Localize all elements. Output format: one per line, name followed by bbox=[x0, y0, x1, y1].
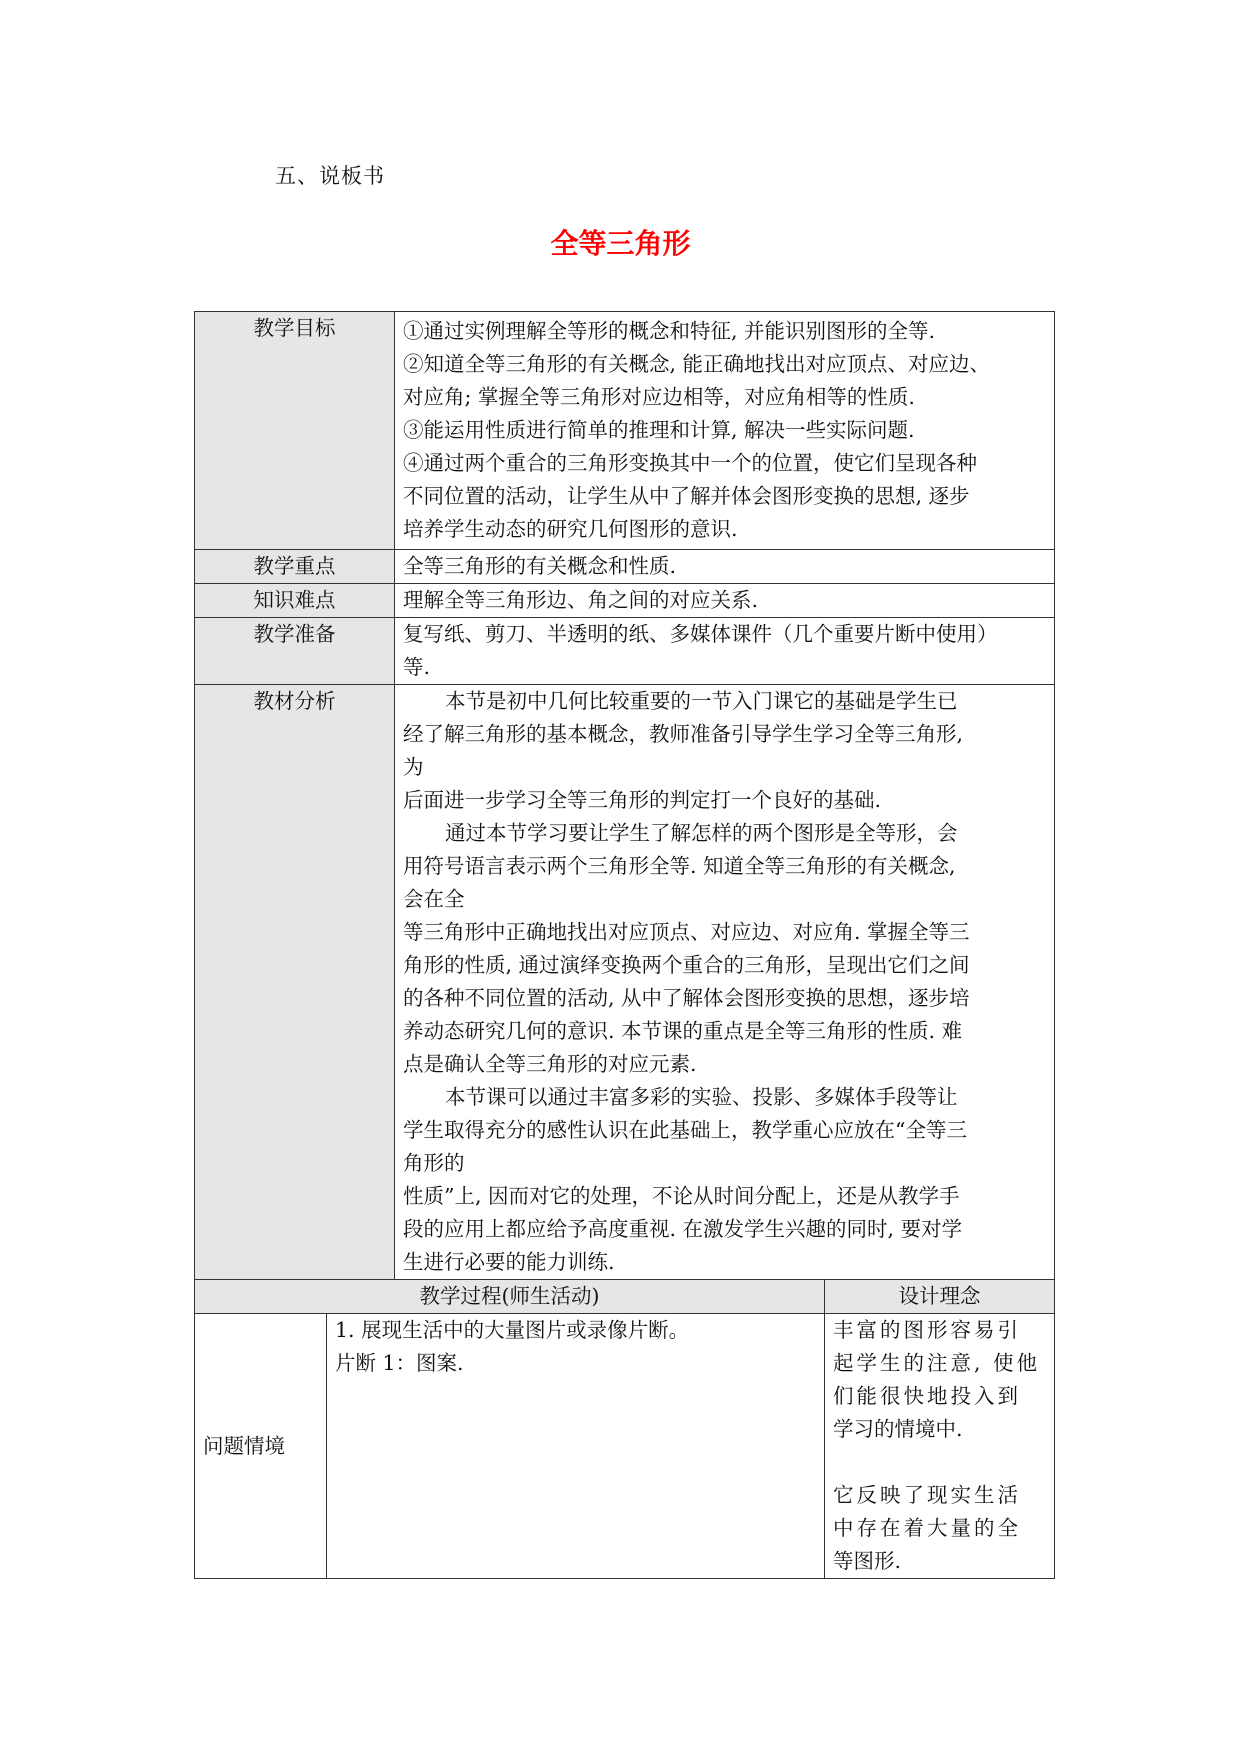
analysis-content bbox=[395, 685, 1055, 1280]
objective-line: ①通过实例理解全等形的概念和特征, 并能识别图形的全等. bbox=[403, 319, 936, 343]
design-spacer bbox=[833, 1446, 1046, 1479]
objectives-row bbox=[195, 312, 1055, 550]
difficulties-label: 知识难点 bbox=[195, 584, 395, 618]
preparation-line: 等. bbox=[403, 655, 431, 679]
objective-line: 不同位置的活动，让学生从中了解并体会图形变换的思想, 逐步 bbox=[403, 484, 970, 508]
analysis-line: 生进行必要的能力训练. bbox=[403, 1250, 615, 1274]
analysis-line: 会在全 bbox=[403, 887, 465, 911]
preparation-line: 复写纸、剪刀、半透明的纸、多媒体课件（几个重要片断中使用） bbox=[403, 622, 998, 646]
section-heading: 五、说板书 bbox=[275, 164, 385, 188]
preparation-content bbox=[395, 618, 1055, 685]
objective-line: ②知道全等三角形的有关概念, 能正确地找出对应顶点、对应边、 bbox=[403, 352, 991, 376]
analysis-line: 经了解三角形的基本概念，教师准备引导学生学习全等三角形, bbox=[403, 722, 964, 746]
objectives-content bbox=[395, 312, 1055, 550]
analysis-line: 学生取得充分的感性认识在此基础上，教学重心应放在“全等三 bbox=[403, 1118, 967, 1142]
problem-situation-row bbox=[195, 1314, 1055, 1579]
design-line: 们能很快地投入到 bbox=[833, 1384, 1021, 1408]
problem-situation-activity bbox=[327, 1314, 825, 1579]
key-points-row bbox=[195, 550, 1055, 584]
activity-line: 1. 展现生活中的大量图片或录像片断。 bbox=[335, 1318, 690, 1342]
key-points-content bbox=[395, 550, 1055, 584]
difficulties-content bbox=[395, 584, 1055, 618]
activity-line: 片断 1：图案. bbox=[335, 1351, 464, 1375]
process-activity-header: 教学过程(师生活动) bbox=[195, 1280, 825, 1314]
analysis-row bbox=[195, 685, 1055, 1280]
design-line: 它反映了现实生活 bbox=[833, 1483, 1021, 1507]
objectives-label: 教学目标 bbox=[195, 312, 395, 550]
problem-situation-design bbox=[825, 1314, 1055, 1579]
design-concept-header: 设计理念 bbox=[825, 1280, 1055, 1314]
difficulties-text: 理解全等三角形边、角之间的对应关系. bbox=[403, 588, 759, 612]
analysis-line: 本节课可以通过丰富多彩的实验、投影、多媒体手段等让 bbox=[445, 1085, 958, 1109]
design-line: 丰富的图形容易引 bbox=[833, 1318, 1021, 1342]
objective-line: 对应角; 掌握全等三角形对应边相等，对应角相等的性质. bbox=[403, 385, 915, 409]
key-points-text: 全等三角形的有关概念和性质. bbox=[403, 554, 677, 578]
design-line: 等图形. bbox=[833, 1549, 902, 1573]
analysis-line: 性质”上, 因而对它的处理，不论从时间分配上，还是从教学手 bbox=[403, 1184, 960, 1208]
lesson-plan-table bbox=[194, 311, 1055, 1579]
analysis-line: 点是确认全等三角形的对应元素. bbox=[403, 1052, 697, 1076]
key-points-label: 教学重点 bbox=[195, 550, 395, 584]
analysis-line: 为 bbox=[403, 755, 424, 779]
analysis-line: 本节是初中几何比较重要的一节入门课它的基础是学生已 bbox=[445, 689, 958, 713]
objective-line: 培养学生动态的研究几何图形的意识. bbox=[403, 517, 738, 541]
analysis-line: 角形的性质, 通过演绎变换两个重合的三角形，呈现出它们之间 bbox=[403, 953, 970, 977]
preparation-label: 教学准备 bbox=[195, 618, 395, 685]
analysis-line: 段的应用上都应给予高度重视. 在激发学生兴趣的同时, 要对学 bbox=[403, 1217, 963, 1241]
analysis-label: 教材分析 bbox=[195, 685, 395, 1280]
objective-line: ④通过两个重合的三角形变换其中一个的位置，使它们呈现各种 bbox=[403, 451, 977, 475]
analysis-line: 后面进一步学习全等三角形的判定打一个良好的基础. bbox=[403, 788, 882, 812]
analysis-line: 养动态研究几何的意识. 本节课的重点是全等三角形的性质. 难 bbox=[403, 1019, 963, 1043]
problem-situation-label: 问题情境 bbox=[195, 1314, 327, 1579]
objective-line: ③能运用性质进行简单的推理和计算, 解决一些实际问题. bbox=[403, 418, 915, 442]
design-line: 起学生的注意, 使他 bbox=[833, 1351, 1041, 1375]
analysis-line: 通过本节学习要让学生了解怎样的两个图形是全等形，会 bbox=[445, 821, 958, 845]
design-line: 中存在着大量的全 bbox=[833, 1516, 1021, 1540]
process-header-row bbox=[195, 1280, 1055, 1314]
analysis-line: 用符号语言表示两个三角形全等. 知道全等三角形的有关概念, bbox=[403, 854, 956, 878]
preparation-row bbox=[195, 618, 1055, 685]
analysis-line: 等三角形中正确地找出对应顶点、对应边、对应角. 掌握全等三 bbox=[403, 920, 970, 944]
analysis-line: 角形的 bbox=[403, 1151, 465, 1175]
document-title: 全等三角形 bbox=[550, 227, 691, 260]
difficulties-row bbox=[195, 584, 1055, 618]
design-line: 学习的情境中. bbox=[833, 1417, 963, 1441]
analysis-line: 的各种不同位置的活动, 从中了解体会图形变换的思想，逐步培 bbox=[403, 986, 970, 1010]
